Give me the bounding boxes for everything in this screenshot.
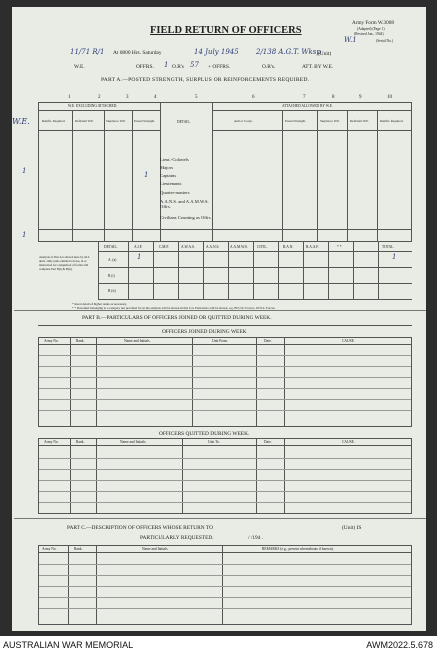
footnote-1: * Insert detail of higher ranks as necessary. — [72, 302, 127, 306]
footnote-2: * * Personnel belonging to a category not provided for in the analysis will be shown in this Col. Particulars will be shown, e.g. BI U.K. Forces; 18 N.Z. Forces. — [72, 306, 276, 310]
partc-col-army-no: Army No. — [42, 547, 57, 551]
analysis-col-total: TOTAL. — [382, 245, 395, 249]
left-subcol-3: Surplus to W.E. — [106, 119, 127, 123]
analysis-col-civil: CIVIL. — [257, 245, 268, 249]
col-number-2: 2 — [98, 95, 101, 100]
right-subcol-1: Arm or Corps. — [234, 119, 253, 123]
attached-allowed-heading: ATTACHED ALLOWED BY W.E. — [282, 104, 333, 108]
right-subcol-2: Posted Strength. — [285, 119, 306, 123]
analysis-row-bi: B (i) — [108, 274, 115, 278]
col-number-4: 4 — [154, 95, 157, 100]
analysis-col-aans: A.A.N.S. — [206, 245, 220, 249]
part-b-title: PART B.—PARTICULARS OF OFFICERS JOINED OR QUITTED DURING WEEK. — [82, 315, 272, 321]
col-number-9: 9 — [359, 95, 362, 100]
col-number-8: 8 — [332, 95, 335, 100]
quitted-col-cause: CAUSE. — [342, 440, 355, 444]
analysis-col-aif: A.I.F. — [134, 245, 143, 249]
analysis-col-other: * * — [337, 245, 342, 249]
unit-handwritten: 2/138 A.G.T. Wksp — [256, 48, 321, 56]
quitted-col-unit-to: Unit To. — [208, 440, 220, 444]
part-c-title-line2: PARTICULARLY REQUESTED. — [140, 535, 214, 541]
ors-label: O.R's — [172, 64, 184, 70]
col-number-1: 1 — [68, 95, 71, 100]
quitted-col-rank: Rank. — [76, 440, 85, 444]
quitted-col-army-no: Army No. — [44, 440, 59, 444]
partc-col-rank: Rank. — [74, 547, 83, 551]
analysis-col-aamws: A.A.M.W.S. — [230, 245, 248, 249]
joined-col-date: Date. — [264, 339, 272, 343]
col-number-3: 3 — [126, 95, 129, 100]
part-c-title-line1: PART C.—DESCRIPTION OF OFFICERS WHOSE RETURN TO — [67, 525, 214, 531]
analysis-total-handwritten: 1 — [392, 253, 397, 261]
offrs-handwritten: 1 — [164, 61, 169, 69]
joined-col-unit-from: Unit From. — [212, 339, 228, 343]
army-form-adapted: (Adapted) (Page 1) — [357, 27, 385, 31]
joined-col-cause: CAUSE. — [342, 339, 355, 343]
col-number-10: 10 — [387, 95, 392, 100]
tick-handwritten-1: 1 — [22, 167, 27, 175]
we-excluding-heading: W.E. EXCLUDING ATTACHED. — [68, 104, 118, 108]
form-title: FIELD RETURN OF OFFICERS — [150, 25, 302, 36]
analysis-col-ran: R.A.N. — [283, 245, 294, 249]
footer-institution: AUSTRALIAN WAR MEMORIAL — [3, 640, 134, 650]
analysis-col-raaf: R.A.A.F. — [306, 245, 319, 249]
partc-col-remarks: REMARKS (e.g., present whereabouts if known). — [262, 547, 334, 551]
right-subcol-5: Reinfts. Required. — [380, 119, 404, 123]
tick-handwritten-3: 1 — [22, 231, 27, 239]
serial-label: (Serial No.) — [376, 39, 393, 43]
ors2-label: O.R's. — [262, 64, 276, 70]
analysis-aif-handwritten: 1 — [137, 253, 142, 261]
analysis-row-bii: B (ii) — [108, 289, 116, 293]
partc-col-name: Name and Initials. — [142, 547, 169, 551]
archive-footer — [0, 636, 437, 653]
unit-label: (Unit) — [318, 51, 332, 57]
tick-handwritten-2: 1 — [144, 171, 149, 179]
detail-heading: DETAIL. — [177, 120, 191, 124]
analysis-col-cmf: C.M.F. — [159, 245, 169, 249]
joined-col-name: Name and Initials. — [124, 339, 151, 343]
att-label: ATT. BY W.E. — [302, 64, 334, 70]
quitted-col-date: Date. — [264, 440, 272, 444]
joined-col-rank: Rank. — [76, 339, 85, 343]
left-subcol-4: Posted Strength. — [134, 119, 155, 123]
analysis-col-detail: DETAIL. — [104, 245, 118, 249]
rank-quartermasters: Quarter-masters — [160, 190, 190, 195]
we-margin-handwritten: W.E. — [12, 117, 30, 126]
right-subcol-4: Deficient W.E. — [350, 119, 369, 123]
left-subcol-1: Reinfts. Required. — [42, 119, 66, 123]
we-label: W.E. — [74, 64, 85, 70]
quitted-col-name: Name and Initials. — [120, 440, 147, 444]
analysis-col-awas: A.W.A.S. — [181, 245, 195, 249]
rank-civilians: Civilians Counting as Offrs. — [160, 215, 212, 220]
date-handwritten: 14 July 1945 — [194, 48, 239, 56]
form-sheet — [12, 7, 426, 631]
col-number-7: 7 — [303, 95, 306, 100]
col-number-6: 6 — [252, 95, 255, 100]
rank-majors: Majors — [160, 165, 174, 170]
rank-lieut-colonels: Lieut.-Colonels — [160, 157, 189, 162]
part-a-title: PART A.—POSTED STRENGTH, SURPLUS OR REINFORCEMENTS REQUIRED. — [101, 77, 310, 83]
unit-prefix-handwritten: 11/71 R/1 — [70, 48, 105, 56]
left-subcol-2: Deficient W.E. — [75, 119, 94, 123]
rank-captains: Captains — [160, 173, 177, 178]
analysis-row-a: A. (a) — [108, 258, 117, 262]
part-c-title-unit: (Unit) IS — [342, 525, 362, 531]
analysis-note: Analysis of Part A is shown here by ALL units. Only units entitled to have, in or instruction for completion of forms will complete Part B(i) & B(ii). — [39, 255, 90, 271]
col-number-5: 5 — [195, 95, 198, 100]
joined-title: OFFICERS JOINED DURING WEEK — [162, 329, 247, 335]
army-form-revised: (Revised Jan., 1944) — [354, 32, 384, 36]
part-c-title-date: / /194 . — [248, 535, 264, 541]
offrs-label: OFFRS. — [136, 64, 154, 70]
offrs2-label: + OFFRS. — [208, 64, 231, 70]
at-hours-text: At 0800 Hrs. Saturday — [113, 50, 162, 56]
army-form-number: Army Form W.3008 — [352, 20, 394, 26]
rank-lieutenants: Lieutenants — [160, 181, 182, 186]
ors-handwritten: 57 — [190, 61, 199, 69]
right-subcol-3: Surplus to W.E. — [320, 119, 341, 123]
rank-aans-aamws: A.A.N.S. and A.A.M.W.S. Offrs. — [160, 199, 209, 209]
joined-col-army-no: Army No. — [44, 339, 59, 343]
footer-accession-number: AWM2022.5.678 — [366, 640, 433, 650]
serial-number-handwritten: W.1 — [344, 36, 357, 44]
quitted-title: OFFICERS QUITTED DURING WEEK. — [159, 431, 250, 437]
